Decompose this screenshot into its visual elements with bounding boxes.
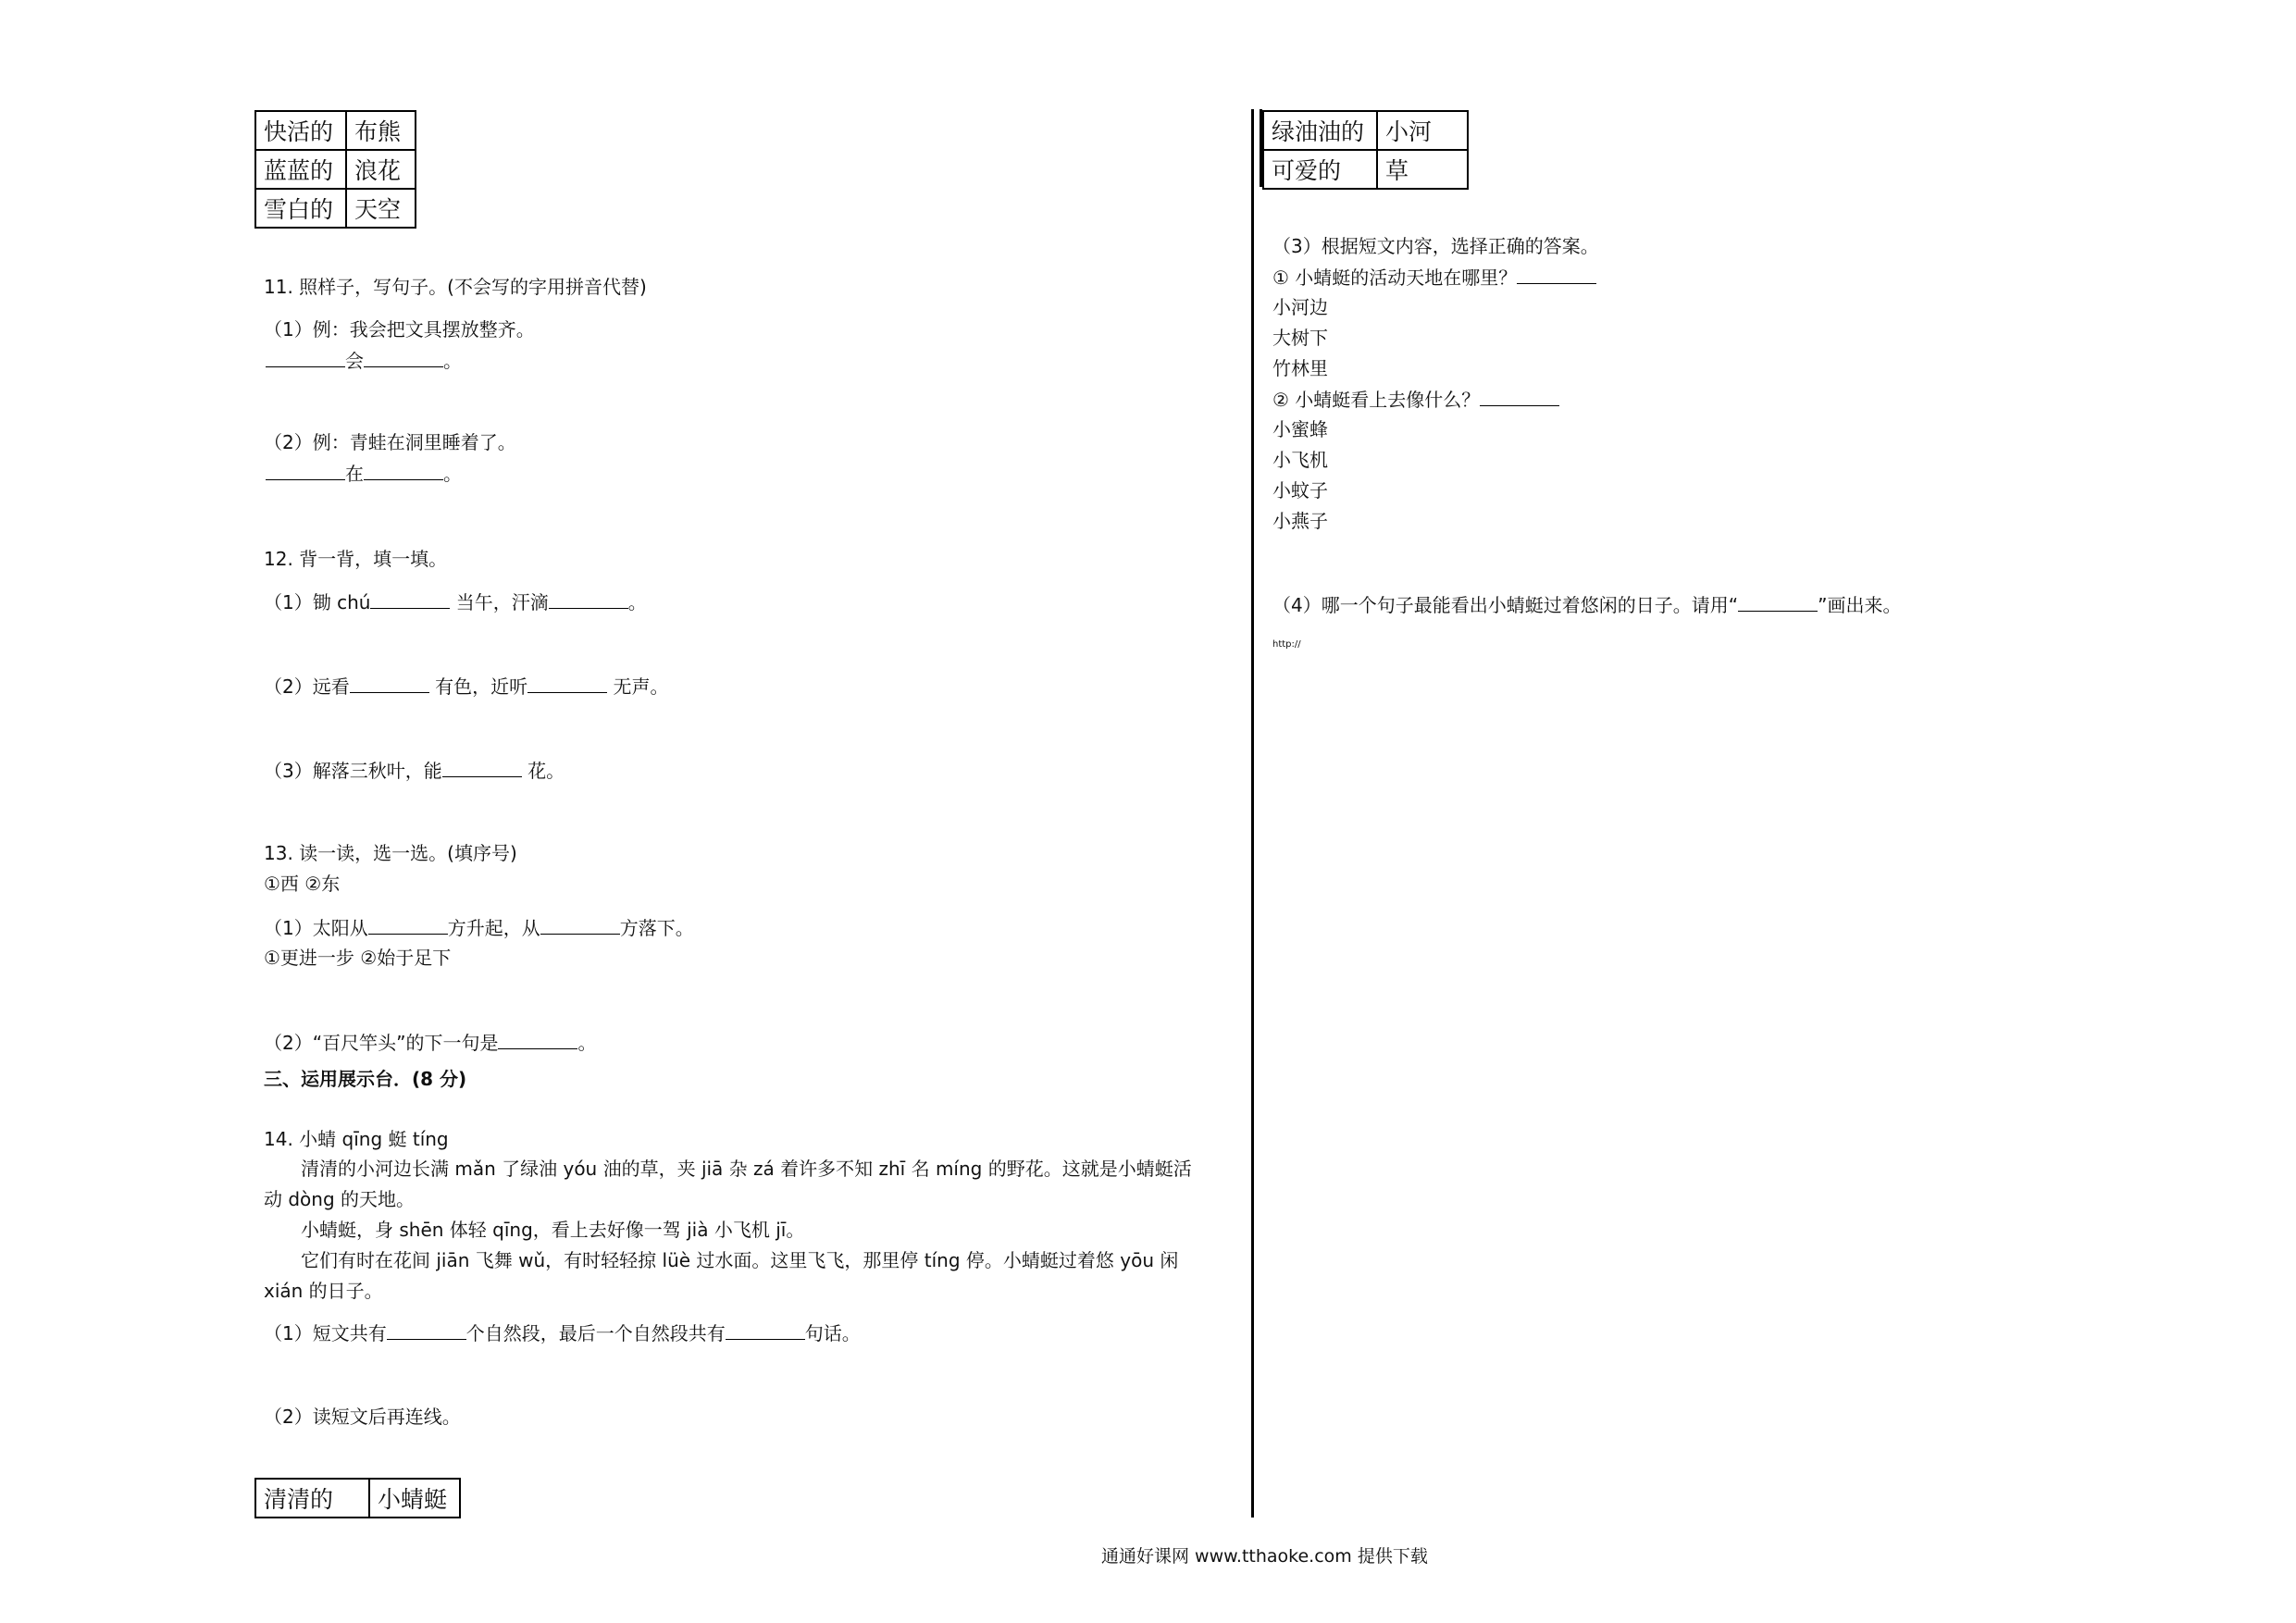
answer-blank[interactable] [1480,386,1559,406]
column-divider [1251,109,1254,1518]
page-footer: 通通好课网 www.tthaoke.com 提供下载 [1101,1546,1428,1567]
question-13-title: 13. 读一读，选一选。(填序号) [264,842,517,864]
table-cell: 小蜻蜓 [369,1479,460,1518]
question-11-title: 11. 照样子，写句子。(不会写的字用拼音代替) [264,276,647,298]
url-text: http:// [1272,639,1301,650]
answer-blank[interactable] [498,1029,577,1049]
q3-2-option: 小蚊子 [1272,479,1328,502]
q3-1-option: 竹林里 [1272,357,1328,379]
table-cell: 蓝蓝的 [255,150,346,189]
q11-example-2: （2）例：青蛙在洞里睡着了。 [264,431,516,453]
answer-blank[interactable] [368,914,448,935]
table-cell: 可爱的 [1263,150,1377,189]
section-3-heading: 三、运用展示台．(8 分) [264,1068,467,1090]
answer-blank[interactable] [442,757,522,777]
q11-word-1: 会 [345,350,364,372]
passage-p3a: 它们有时在花间 jiān 飞舞 wǔ，有时轻轻掠 lüè 过水面。这里飞飞，那里停 tíng 停。小蜻蜓过着悠 yōu 闲 [301,1249,1179,1271]
word-match-table-2 [254,1478,461,1518]
answer-blank[interactable] [726,1319,805,1340]
table-cell: 小河 [1377,111,1468,150]
q13-line-2: （2）“百尺竿头”的下一句是 。 [264,1029,596,1056]
table-cell: 天空 [346,189,416,228]
passage-p2: 小蜻蜓，身 shēn 体轻 qīng，看上去好像一驾 jià 小飞机 jī。 [301,1219,805,1241]
table-cell: 快活的 [255,111,346,150]
q3-sub-2: ② 小蜻蜓看上去像什么？ [1272,386,1559,413]
table-cell: 布熊 [346,111,416,150]
answer-blank[interactable] [527,673,607,693]
table-cell: 雪白的 [255,189,346,228]
table-cell: 草 [1377,150,1468,189]
q3-2-option: 小蜜蜂 [1272,418,1328,440]
q3-heading: （3）根据短文内容，选择正确的答案。 [1272,235,1599,257]
q14-line-2: （2）读短文后再连线。 [264,1406,461,1428]
passage-p1a: 清清的小河边长满 mǎn 了绿油 yóu 油的草，夹 jiā 杂 zá 着许多不知 zhī 名 míng 的野花。这就是小蜻蜓活 [301,1158,1192,1180]
answer-blank[interactable] [1738,591,1818,612]
answer-blank[interactable] [549,588,628,609]
q14-line-1: （1）短文共有 个自然段，最后一个自然段共有 句话。 [264,1319,861,1346]
answer-blank[interactable] [266,460,345,480]
q12-line-1: （1）锄 chú 当午，汗滴 。 [264,588,647,615]
q3-2-option: 小飞机 [1272,449,1328,471]
answer-blank[interactable] [266,347,345,367]
q13-options-2: ①更进一步 ②始于足下 [264,947,452,969]
q12-line-3: （3）解落三秋叶，能 花。 [264,757,565,784]
answer-blank[interactable] [540,914,620,935]
q3-1-option: 小河边 [1272,296,1328,318]
q11-answer-2: 在 。 [266,460,462,487]
table-cell: 浪花 [346,150,416,189]
answer-blank[interactable] [1517,264,1596,284]
q4-line: （4）哪一个句子最能看出小蜻蜓过着悠闲的日子。请用“ ”画出来。 [1272,591,1901,618]
answer-blank[interactable] [364,460,443,480]
q13-line-1: （1）太阳从 方升起，从 方落下。 [264,914,694,941]
q12-line-2: （2）远看 有色，近听 无声。 [264,673,668,700]
q11-example-1: （1）例：我会把文具摆放整齐。 [264,318,535,341]
passage-p3b: xián 的日子。 [264,1280,383,1302]
question-12-title: 12. 背一背，填一填。 [264,548,448,570]
q3-sub-1: ① 小蜻蜓的活动天地在哪里？ [1272,264,1596,291]
q13-options-1: ①西 ②东 [264,873,341,895]
answer-blank[interactable] [364,347,443,367]
passage-p1b: 动 dòng 的天地。 [264,1188,416,1210]
q11-word-2: 在 [345,463,364,485]
q11-answer-1: 会 。 [266,347,462,374]
word-match-table-3 [1262,110,1469,190]
answer-blank[interactable] [350,673,429,693]
q3-1-option: 大树下 [1272,327,1328,349]
table-cell: 清清的 [255,1479,369,1518]
answer-blank[interactable] [370,588,450,609]
question-14-title: 14. 小蜻 qīng 蜓 tíng [264,1128,449,1150]
word-match-table-1 [254,110,416,229]
answer-blank[interactable] [387,1319,466,1340]
table-cell: 绿油油的 [1263,111,1377,150]
q3-2-option: 小燕子 [1272,510,1328,532]
